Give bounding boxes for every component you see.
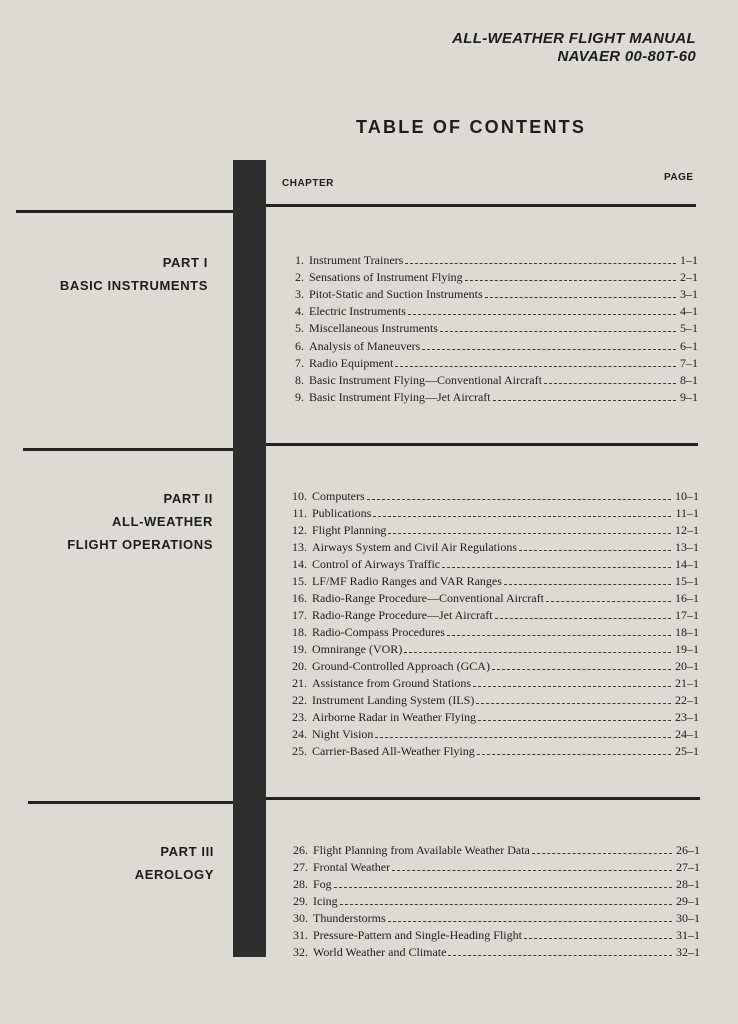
dot-leader	[495, 618, 671, 619]
chapter-number: 28.	[293, 877, 308, 891]
page-number: 12–1	[675, 523, 699, 538]
page-number: 16–1	[675, 591, 699, 606]
toc-entry[interactable]	[287, 590, 699, 605]
toc-entry[interactable]	[288, 927, 700, 942]
chapter-column-header: CHAPTER	[282, 178, 334, 189]
chapter-title: Fog	[313, 877, 332, 891]
page-number: 7–1	[680, 355, 698, 370]
chapter-title: World Weather and Climate	[313, 945, 447, 959]
toc-entry[interactable]	[288, 910, 700, 925]
chapter-number: 31.	[293, 928, 308, 942]
chapter-title: Radio-Compass Procedures	[312, 625, 445, 640]
part-divider-2-left	[28, 801, 233, 804]
page-number: 22–1	[675, 693, 699, 708]
toc-entry[interactable]	[291, 286, 698, 301]
dot-leader	[524, 938, 672, 939]
part-divider-1-left	[23, 448, 233, 451]
chapter-title: Carrier-Based All-Weather Flying	[312, 744, 475, 759]
dot-leader	[440, 331, 676, 332]
page-number: 29–1	[676, 894, 700, 908]
chapter-title: Publications	[312, 506, 372, 521]
toc-entry[interactable]	[291, 303, 698, 318]
chapter-title: Icing	[313, 894, 338, 908]
chapter-number: 20.	[292, 659, 307, 674]
page-number: 20–1	[675, 659, 699, 674]
page-number: 6–1	[680, 338, 698, 353]
toc-entry[interactable]	[288, 893, 700, 908]
page-number: 26–1	[676, 843, 700, 857]
page-number: 23–1	[675, 710, 699, 725]
toc-entry[interactable]	[291, 269, 698, 284]
dot-leader	[375, 737, 671, 738]
chapter-title: Pressure-Pattern and Single-Heading Flight	[313, 928, 522, 942]
part-number: PART III	[160, 844, 214, 859]
chapter-number: 27.	[293, 860, 308, 874]
dot-leader	[447, 635, 671, 636]
page-number: 30–1	[676, 911, 700, 925]
dot-leader	[544, 383, 676, 384]
dot-leader	[388, 921, 672, 922]
page-number: 25–1	[675, 744, 699, 759]
chapter-number: 21.	[292, 676, 307, 691]
chapter-number: 1.	[295, 253, 304, 267]
chapter-title: Analysis of Maneuvers	[309, 338, 421, 353]
chapter-number: 18.	[292, 625, 307, 640]
dot-leader	[492, 669, 671, 670]
vertical-spine-bar	[233, 160, 266, 957]
part-name: ALL-WEATHER	[112, 514, 213, 529]
toc-entry[interactable]	[287, 505, 699, 520]
header-rule-left	[16, 210, 233, 213]
part-name: BASIC INSTRUMENTS	[59, 278, 208, 293]
chapter-title: Assistance from Ground Stations	[312, 676, 471, 691]
chapter-number: 15.	[292, 574, 307, 589]
chapter-title: Radio-Range Procedure—Jet Aircraft	[312, 608, 493, 623]
part-number: PART II	[163, 491, 213, 506]
part-1-label	[60, 251, 208, 297]
chapter-number: 19.	[292, 642, 307, 657]
chapter-number: 25.	[292, 744, 307, 759]
chapter-title: Basic Instrument Flying—Conventional Aircraft	[309, 372, 542, 387]
toc-entry[interactable]	[291, 320, 698, 335]
chapter-number: 16.	[292, 591, 307, 606]
dot-leader	[448, 955, 672, 956]
toc-entry[interactable]	[291, 389, 698, 404]
part-divider-1-right	[266, 443, 698, 446]
dot-leader	[476, 703, 671, 704]
chapter-number: 5.	[295, 321, 304, 336]
page-number: 19–1	[675, 642, 699, 657]
chapter-number: 11.	[292, 506, 307, 521]
dot-leader	[405, 263, 676, 264]
dot-leader	[478, 720, 671, 721]
chapter-title: Omnirange (VOR)	[312, 642, 403, 657]
page-number: 13–1	[675, 540, 699, 555]
toc-entry[interactable]	[287, 658, 699, 673]
page-title: TABLE OF CONTENTS	[356, 117, 587, 137]
dot-leader	[504, 584, 671, 585]
chapter-number: 2.	[295, 270, 304, 285]
page-number: 10–1	[675, 489, 699, 503]
chapter-number: 7.	[295, 355, 304, 370]
page-number: 1–1	[680, 253, 698, 267]
toc-entry[interactable]	[291, 372, 698, 387]
toc-entry[interactable]	[287, 522, 699, 537]
dot-leader	[485, 297, 676, 298]
toc-entry[interactable]	[288, 859, 700, 874]
page-number: 4–1	[680, 304, 698, 319]
chapter-number: 12.	[292, 523, 307, 538]
chapter-title: Instrument Landing System (ILS)	[312, 693, 475, 708]
dot-leader	[367, 499, 671, 500]
part-2-label	[67, 487, 213, 556]
chapter-title: Sensations of Instrument Flying	[309, 270, 463, 285]
toc-entry[interactable]	[287, 556, 699, 571]
dot-leader	[519, 550, 671, 551]
dot-leader	[477, 754, 671, 755]
dot-leader	[442, 567, 671, 568]
dot-leader	[334, 887, 672, 888]
chapter-title: Instrument Trainers	[309, 253, 404, 267]
part-number: PART I	[162, 255, 208, 270]
dot-leader	[546, 601, 671, 602]
chapter-number: 29.	[293, 894, 308, 908]
page-number: 2–1	[680, 270, 698, 285]
part-name: AEROLOGY	[134, 867, 214, 882]
document-header	[452, 30, 696, 66]
chapter-title: Flight Planning from Available Weather Data	[313, 843, 530, 857]
chapter-number: 22.	[292, 693, 307, 708]
page-number: 11–1	[675, 506, 699, 521]
header-rule-right	[266, 204, 696, 207]
chapter-title: Basic Instrument Flying—Jet Aircraft	[309, 389, 491, 404]
page-column-header: PAGE	[664, 172, 694, 183]
dot-leader	[473, 686, 671, 687]
toc-entry[interactable]	[287, 573, 699, 588]
chapter-title: Airborne Radar in Weather Flying	[312, 710, 477, 725]
dot-leader	[388, 533, 671, 534]
dot-leader	[532, 853, 672, 854]
toc-entry[interactable]	[287, 709, 699, 724]
chapter-number: 17.	[292, 608, 307, 623]
manual-title: ALL-WEATHER FLIGHT MANUAL	[452, 30, 696, 47]
chapter-title: Control of Airways Traffic	[312, 557, 441, 572]
dot-leader	[373, 516, 671, 517]
part-3-label	[135, 840, 214, 886]
manual-number: NAVAER 00-80T-60	[557, 48, 696, 65]
chapter-title: Electric Instruments	[309, 304, 406, 319]
dot-leader	[340, 904, 672, 905]
toc-entry[interactable]	[291, 338, 698, 353]
page-number: 32–1	[676, 945, 700, 959]
toc-entry[interactable]	[291, 252, 698, 267]
dot-leader	[395, 366, 676, 367]
toc-entry[interactable]	[287, 743, 699, 758]
chapter-number: 26.	[293, 843, 308, 857]
chapter-number: 3.	[295, 287, 304, 302]
page-number: 18–1	[675, 625, 699, 640]
page-number: 21–1	[675, 676, 699, 691]
chapter-title: Miscellaneous Instruments	[309, 321, 438, 336]
chapter-title: Airways System and Civil Air Regulations	[312, 540, 517, 555]
page-number: 24–1	[675, 727, 699, 742]
chapter-title: Pitot-Static and Suction Instruments	[309, 287, 483, 302]
toc-entry[interactable]	[287, 607, 699, 622]
chapter-number: 30.	[293, 911, 308, 925]
page-number: 14–1	[675, 557, 699, 572]
toc-entry[interactable]	[287, 539, 699, 554]
page-number: 27–1	[676, 860, 700, 874]
chapter-number: 9.	[295, 389, 304, 404]
toc-entry[interactable]	[287, 692, 699, 707]
toc-entry[interactable]	[288, 944, 700, 959]
chapter-number: 4.	[295, 304, 304, 319]
chapter-title: Computers	[312, 489, 365, 503]
chapter-title: Thunderstorms	[313, 911, 386, 925]
chapter-number: 32.	[293, 945, 308, 959]
chapter-title: Radio-Range Procedure—Conventional Aircraft	[312, 591, 544, 606]
dot-leader	[493, 400, 676, 401]
toc-entry[interactable]	[287, 675, 699, 690]
toc-entry[interactable]	[287, 726, 699, 741]
page-number: 8–1	[680, 372, 698, 387]
toc-entry[interactable]	[291, 355, 698, 370]
page-number: 28–1	[676, 877, 700, 891]
toc-entry[interactable]	[287, 624, 699, 639]
page-number: 17–1	[675, 608, 699, 623]
page-number: 3–1	[680, 287, 698, 302]
part-divider-2-right	[266, 797, 700, 800]
chapter-number: 14.	[292, 557, 307, 572]
toc-entry[interactable]	[287, 488, 699, 503]
toc-entry[interactable]	[288, 876, 700, 891]
part-name-cont: FLIGHT OPERATIONS	[67, 537, 213, 552]
dot-leader	[404, 652, 671, 653]
chapter-title: Flight Planning	[312, 523, 387, 538]
dot-leader	[422, 349, 676, 350]
chapter-title: Radio Equipment	[309, 355, 394, 370]
dot-leader	[408, 314, 676, 315]
toc-entry[interactable]	[288, 842, 700, 857]
chapter-title: LF/MF Radio Ranges and VAR Ranges	[312, 574, 502, 589]
toc-entry[interactable]	[287, 641, 699, 656]
chapter-number: 6.	[295, 338, 304, 353]
chapter-number: 13.	[292, 540, 307, 555]
chapter-title: Night Vision	[312, 727, 374, 742]
page-number: 31–1	[676, 928, 700, 942]
chapter-title: Ground-Controlled Approach (GCA)	[312, 659, 490, 674]
chapter-number: 24.	[292, 727, 307, 742]
chapter-title: Frontal Weather	[313, 860, 391, 874]
dot-leader	[392, 870, 672, 871]
page-number: 5–1	[680, 321, 698, 336]
chapter-number: 23.	[292, 710, 307, 725]
page-number: 15–1	[675, 574, 699, 589]
page-number: 9–1	[680, 389, 698, 404]
chapter-number: 8.	[295, 372, 304, 387]
chapter-number: 10.	[292, 489, 307, 503]
dot-leader	[465, 280, 676, 281]
